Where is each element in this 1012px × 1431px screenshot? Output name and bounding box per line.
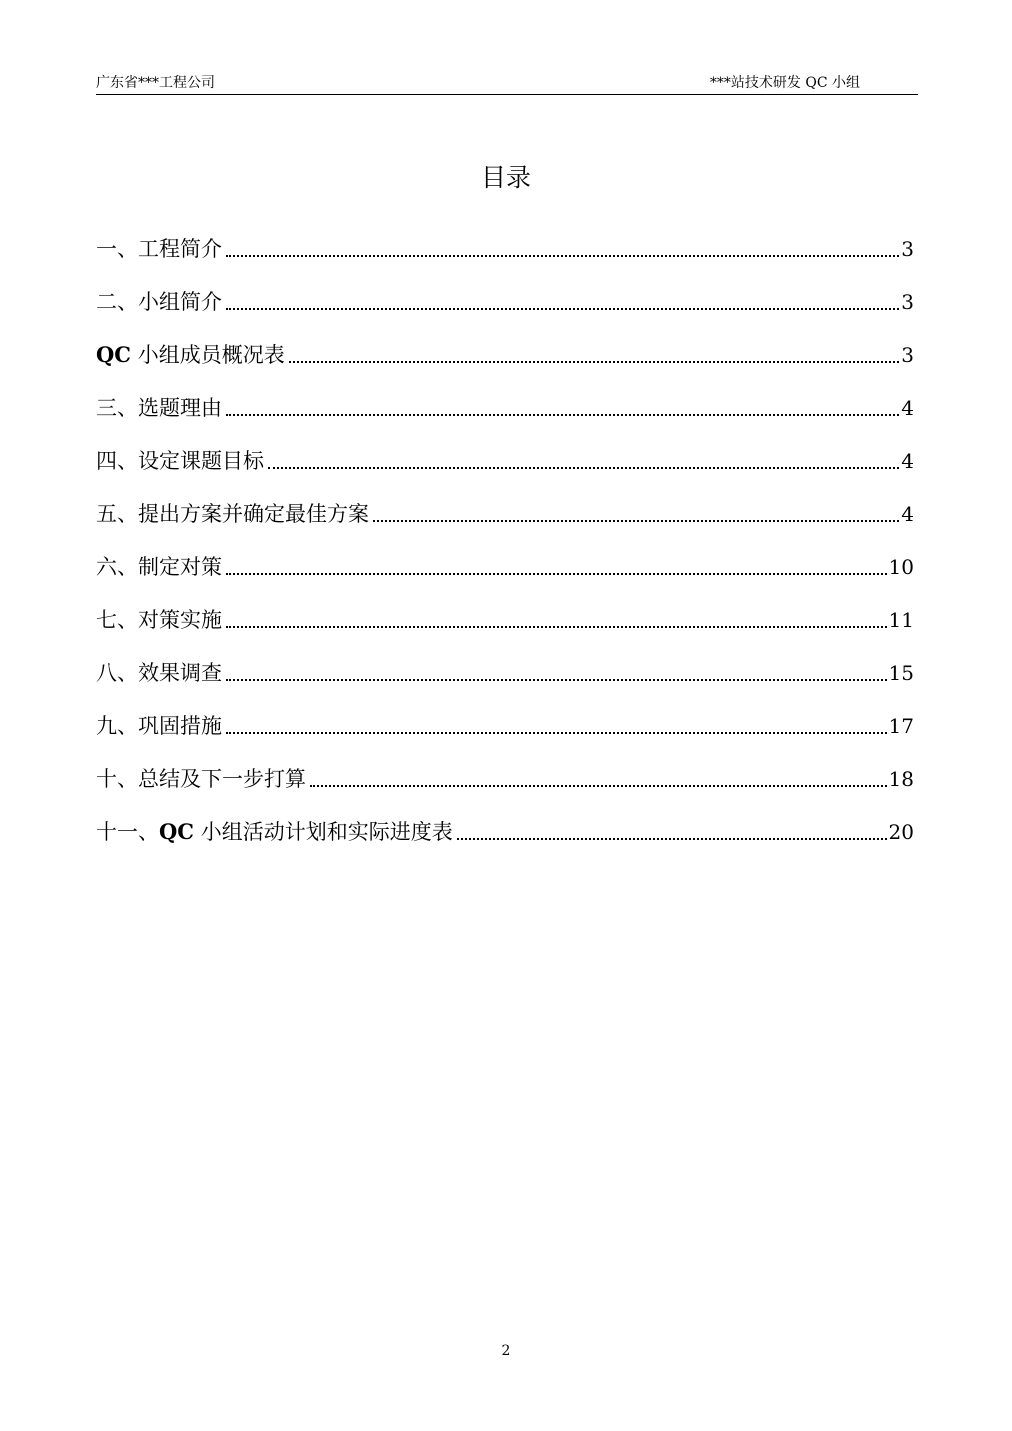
toc-entry-label-bold: QC bbox=[159, 819, 195, 844]
toc-leader-dots bbox=[226, 679, 887, 681]
toc-entry-page: 11 bbox=[888, 608, 914, 632]
toc-entry[interactable] bbox=[96, 318, 914, 371]
toc-entry-page: 10 bbox=[888, 555, 914, 579]
toc-entry[interactable] bbox=[96, 689, 914, 742]
toc-entry[interactable] bbox=[96, 742, 914, 795]
toc-entry[interactable] bbox=[96, 371, 914, 424]
toc-entry-page: 18 bbox=[888, 767, 914, 791]
toc-entry[interactable] bbox=[96, 477, 914, 530]
toc-entry[interactable] bbox=[96, 212, 914, 265]
toc-leader-dots bbox=[226, 308, 899, 310]
toc-entry-page: 3 bbox=[901, 237, 914, 261]
toc-entry[interactable] bbox=[96, 583, 914, 636]
toc-entry-page: 15 bbox=[888, 661, 914, 685]
toc-entry-label: 一、工程简介 bbox=[96, 237, 222, 261]
toc-entry-label-text: 小组活动计划和实际进度表 bbox=[194, 820, 453, 844]
toc-entry-label-prefix: 十一、 bbox=[96, 820, 159, 844]
toc-leader-dots bbox=[226, 732, 887, 734]
toc-entry-label: 七、对策实施 bbox=[96, 608, 222, 632]
page-number: 2 bbox=[501, 1343, 511, 1359]
toc-leader-dots bbox=[226, 414, 899, 416]
toc-entry-page: 4 bbox=[901, 449, 914, 473]
toc-leader-dots bbox=[268, 467, 899, 469]
toc-entry[interactable] bbox=[96, 795, 914, 848]
toc-entry-page: 20 bbox=[888, 820, 914, 844]
toc-entry-label bbox=[96, 339, 285, 371]
toc-entry[interactable] bbox=[96, 636, 914, 689]
toc-entry-page: 3 bbox=[901, 290, 914, 314]
toc-entry-label: 九、巩固措施 bbox=[96, 714, 222, 738]
toc-leader-dots bbox=[289, 361, 900, 363]
toc-entry[interactable] bbox=[96, 530, 914, 583]
toc-entry[interactable] bbox=[96, 265, 914, 318]
toc-title: 目录 bbox=[480, 163, 531, 192]
toc-entry-label: 八、效果调查 bbox=[96, 661, 222, 685]
toc-entry-label: 十、总结及下一步打算 bbox=[96, 767, 306, 791]
page-header bbox=[96, 70, 918, 95]
toc-leader-dots bbox=[226, 573, 887, 575]
toc-leader-dots bbox=[310, 785, 887, 787]
toc-entry-label: 四、设定课题目标 bbox=[96, 449, 264, 473]
toc-leader-dots bbox=[373, 520, 899, 522]
toc-entry-page: 4 bbox=[901, 502, 914, 526]
toc-entry-label: 三、选题理由 bbox=[96, 396, 222, 420]
toc-entry-page: 3 bbox=[901, 343, 914, 367]
toc-entry-page: 17 bbox=[888, 714, 914, 738]
toc-entry-label: 二、小组简介 bbox=[96, 290, 222, 314]
toc-entry[interactable] bbox=[96, 424, 914, 477]
toc-leader-dots bbox=[226, 626, 887, 628]
header-company: 广东省***工程公司 bbox=[96, 75, 215, 91]
toc-leader-dots bbox=[457, 838, 887, 840]
toc-entry-label-bold: QC bbox=[96, 342, 132, 367]
toc-entry-label: 五、提出方案并确定最佳方案 bbox=[96, 502, 369, 526]
toc-list bbox=[96, 212, 914, 848]
toc-entry-label-text: 小组成员概况表 bbox=[131, 343, 285, 367]
toc-leader-dots bbox=[226, 255, 899, 257]
toc-entry-label: 六、制定对策 bbox=[96, 555, 222, 579]
toc-entry-page: 4 bbox=[901, 396, 914, 420]
header-team: ***站技术研发 QC 小组 bbox=[709, 75, 860, 91]
toc-entry-label bbox=[96, 816, 453, 848]
